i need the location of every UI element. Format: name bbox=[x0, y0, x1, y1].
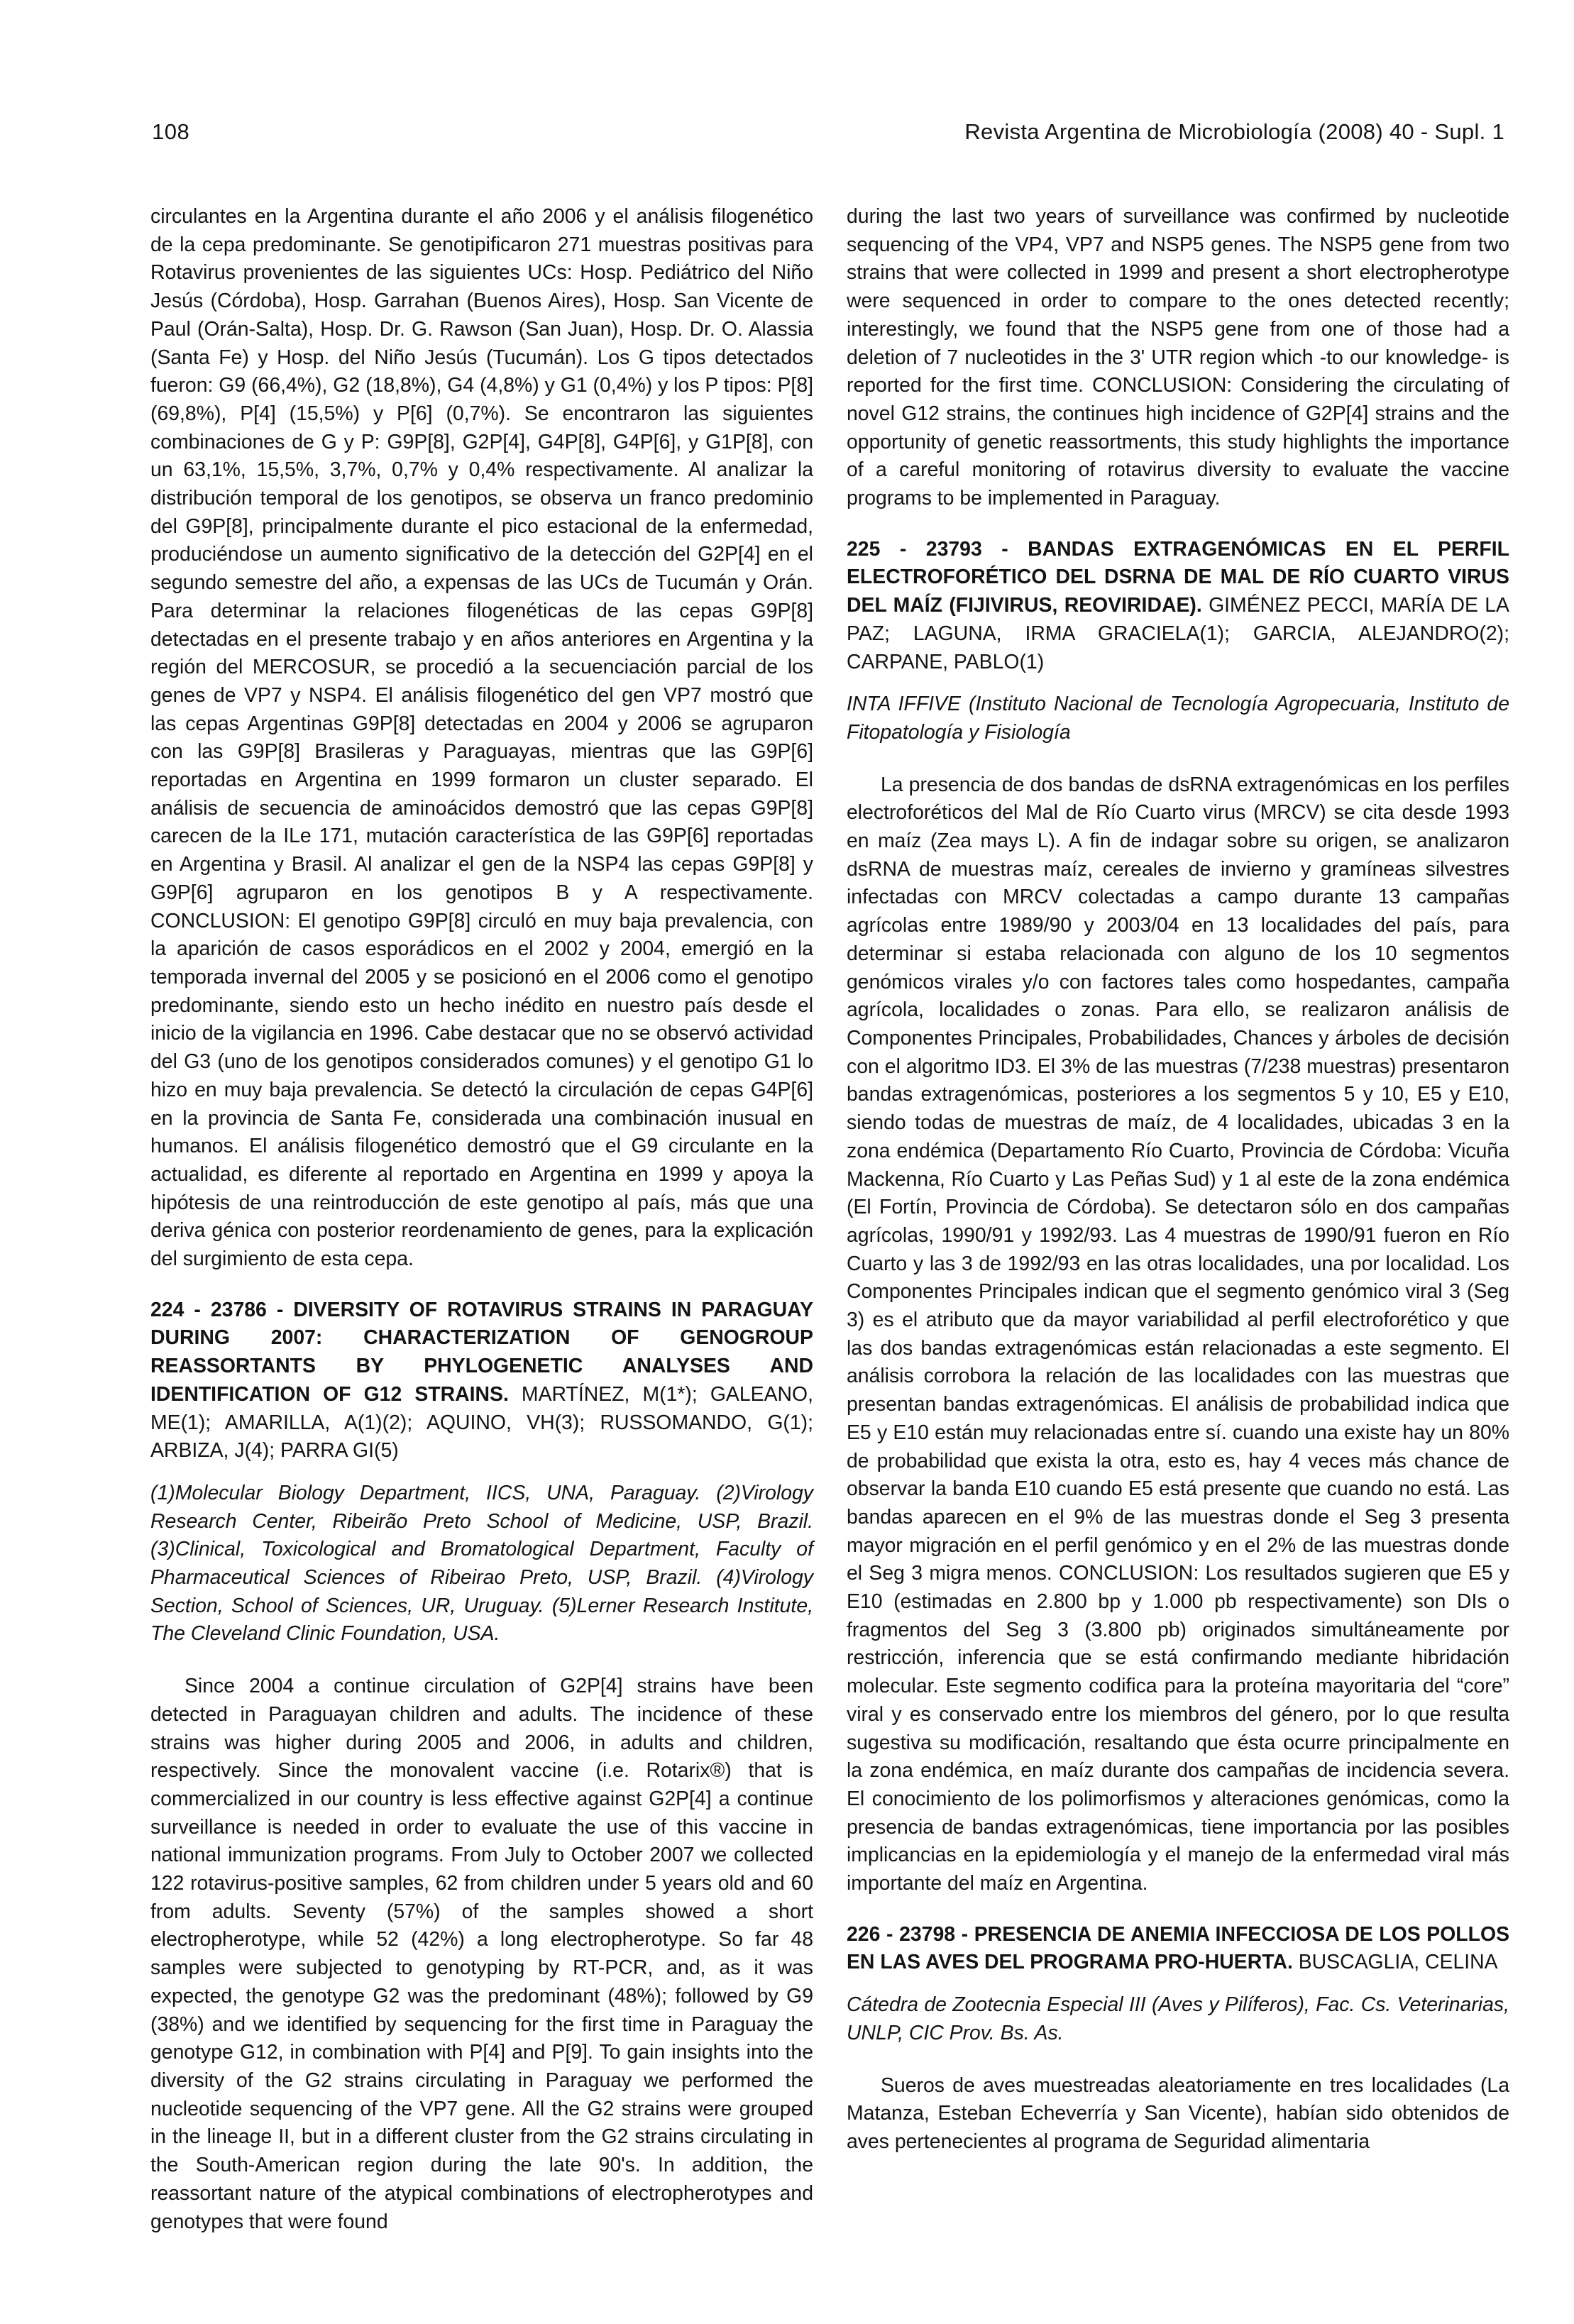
abstract-226-affiliation: Cátedra de Zootecnia Especial III (Aves y Pilíferos), Fac. Cs. Veterinarias, UNLP, CIC Prov. Bs. As. bbox=[847, 1993, 1509, 2044]
abstract-224-body-continued: during the last two years of surveillance was confirmed by nucleotide sequencing of the VP4, VP7 and NSP5 genes. The NSP5 gene from two strains that were collected in 1999 and present a short electropherotype were sequenced in order to compare to the ones detected recently; interestingly, we found that the NSP5 gene from one of those had a deletion of 7 nucleotides in the 3' UTR region which -to our knowledge- is reported for the first time. CONCLUSION: Considering the circulating of novel G12 strains, the continues high incidence of G2P[4] strains and the opportunity of genetic reassortments, this study highlights the importance of a careful monitoring of rotavirus diversity to evaluate the vaccine programs to be implemented in Paraguay. bbox=[847, 205, 1509, 510]
abstract-225-body: La presencia de dos bandas de dsRNA extragenómicas en los perfiles electroforéticos del Mal de Río Cuarto virus (MRCV) se cita desde 1993 en maíz (Zea mays L). A fin de indagar sobre su origen, se analizaron dsRNA de muestras maíz, cereales de invierno y gramíneas silvestres infectadas con MRCV colectadas a campo durante 13 campañas agrícolas entre 1989/90 y 2003/04 en 13 localidades del país, para determinar si estaba relacionada con alguno de los 10 segmentos genómicos virales y/o con factores tales como hospedantes, campaña agrícola, localidades o zonas. Para ello, se realizaron análisis de Componentes Principales, Probabilidades, Chances y árboles de decisión con el algoritmo ID3. El 3% de las muestras (7/238 muestras) presentaron bandas extragenómicas, posteriores a los segmentos 5 y 10, E5 y E10, siendo todas de muestras de maíz, de 4 localidades, ubicadas 3 en la zona endémica (Departamento Río Cuarto, Provincia de Córdoba: Vicuña Mackenna, Río Cuarto y Las Peñas Sud) y 1 al este de la zona endémica (El Fortín, Provincia de Córdoba). Se detectaron sólo en dos campañas agrícolas, 1990/91 y 1992/93. Las 4 muestras de 1990/91 fueron en Río Cuarto y las 3 de 1992/93 en las otras localidades, una por localidad. Los Componentes Principales indican que el segmento genómico viral 3 (Seg 3) es el atributo que da mayor variabilidad al perfil electroforético y que las dos bandas extragenómicas están relacionadas a este segmento. El análisis corrobora la relación de las localidades con las muestras que presentan bandas extragenómicas. El análisis de probabilidad indica que E5 y E10 están muy relacionadas entre sí. cuando una existe hay un 80% de probabilidad que exista la otra, esto es, hay 4 veces más chance de observar la banda E10 cuando E5 está presente que cuando no está. Las bandas aparecen en el 9% de las muestras donde el Seg 3 presenta mayor migración en el perfil genómico y en el 2% de las muestras donde el Seg 3 migra menos. CONCLUSION: Los resultados sugieren que E5 y E10 (estimadas en 2.800 bp y 1.000 pb respectivamente) son DIs o fragmentos del Seg 3 (3.800 pb) originados simultáneamente por restricción, inferencia que se está confirmando mediante hibridación molecular. Este segmento codifica para la proteína mayoritaria del “core” viral y es conservado entre los miembros del género, por lo que resulta sugestiva su modificación, resaltando que ésta ocurre principalmente en la zona endémica, en maíz durante dos campañas de incidencia severa. El conocimiento de los polimorfismos y alteraciones genómicas, como la presencia de bandas extragenómicas, tiene importancia por las posibles implicancias en la epidemiología y el manejo de la enfermedad viral más importante del maíz en Argentina. bbox=[847, 773, 1509, 1895]
abstract-224-title: 224 - 23786 - DIVERSITY OF ROTAVIRUS STRAINS IN PARAGUAY DURING 2007: CHARACTERIZATION OF GENOGROUP REASSORTANTS BY PHYLOGENETIC ANALYSES AND IDENTIFICATION OF G12 STRAINS. bbox=[150, 1298, 813, 1406]
page-number: 108 bbox=[152, 119, 190, 144]
abstract-224-affiliation: (1)Molecular Biology Department, IICS, UNA, Paraguay. (2)Virology Research Center, Ribeirão Preto School of Medicine, USP, Brazil. (3)Clinical, Toxicological and Bromatological Department, Faculty of Pharmaceutical Sciences of Ribeirao Preto, USP, Brazil. (4)Virology Section, School of Sciences, UR, Uruguay. (5)Lerner Research Institute, The Cleveland Clinic Foundation, USA. bbox=[150, 1481, 813, 1646]
abstract-225-heading bbox=[847, 536, 1509, 677]
abstract-226-title: 226 - 23798 - PRESENCIA DE ANEMIA INFECCIOSA DE LOS POLLOS EN LAS AVES DEL PROGRAMA PRO-HUERTA. bbox=[847, 1922, 1509, 1974]
abstract-224-body: Since 2004 a continue circulation of G2P[4] strains have been detected in Paraguayan children and adults. The incidence of these strains was higher during 2005 and 2006, in adults and children, respectively. Since the monovalent vaccine (i.e. Rotarix®) that is commercialized in our country is less effective against G2P[4] a continue surveillance is needed in order to evaluate the use of this vaccine in national immunization programs. From July to October 2007 we collected 122 rotavirus-positive samples, 62 from children under 5 years old and 60 from adults. Seventy (57%) of the samples showed a short electropherotype, while 52 (42%) a long electropherotype. So far 48 samples were subjected to genotyping by RT-PCR, and, as it was expected, the genotype G2 was the predominant (48%); followed by G9 (38%) and we identified by sequencing for the first time in Paraguay the genotype G12, in combination with P[4] and P[9]. To gain insights into the diversity of the G2 strains circulating in Paraguay we performed the nucleotide sequencing of the VP7 gene. All the G2 strains were grouped in the lineage II, but in a different cluster from the G2 strains circulating in the South-American region during the late 90's. In addition, the reassortant nature of the atypical combinations of electropherotypes and genotypes that were found bbox=[150, 1675, 813, 2233]
abstract-226-body: Sueros de aves muestreadas aleatoriamente en tres localidades (La Matanza, Esteban Echeverría y San Vicente), habían sido obtenidos de aves pertenecientes al programa de Seguridad alimentaria bbox=[847, 2074, 1509, 2153]
abstract-225-authors: GIMÉNEZ PECCI, MARÍA DE LA PAZ; LAGUNA, IRMA GRACIELA(1); GARCIA, ALEJANDRO(2); CARPANE, PABLO(1) bbox=[847, 594, 1509, 673]
left-column bbox=[150, 203, 813, 2236]
abstract-224-heading bbox=[150, 1296, 813, 1465]
abstract-225-affiliation: INTA IFFIVE (Instituto Nacional de Tecnología Agropecuaria, Instituto de Fitopatología y Fisiología bbox=[847, 693, 1509, 744]
abstract-226-heading bbox=[847, 1921, 1509, 1977]
abstract-225-title: 225 - 23793 - BANDAS EXTRAGENÓMICAS EN EL PERFIL ELECTROFORÉTICO DEL DSRNA DE MAL DE RÍO CUARTO VIRUS DEL MAÍZ (FIJIVIRUS, REOVIRIDAE). bbox=[847, 537, 1509, 617]
running-header: Revista Argentina de Microbiología (2008) 40 - Supl. 1 bbox=[964, 119, 1504, 144]
abstract-224-authors: MARTÍNEZ, M(1*); GALEANO, ME(1); AMARILLA, A(1)(2); AQUINO, VH(3); RUSSOMANDO, G(1); ARBIZA, J(4); PARRA GI(5) bbox=[150, 1382, 813, 1463]
continued-abstract-text: circulantes en la Argentina durante el año 2006 y el análisis filogenético de la cepa predominante. Se genotipificaron 271 muestras positivas para Rotavirus provenientes de las siguientes UCs: Hosp. Pediátrico del Niño Jesús (Córdoba), Hosp. Garrahan (Buenos Aires), Hosp. San Vicente de Paul (Orán-Salta), Hosp. Dr. G. Rawson (San Juan), Hosp. Dr. O. Alassia (Santa Fe) y Hosp. del Niño Jesús (Tucumán). Los G tipos detectados fueron: G9 (66,4%), G2 (18,8%), G4 (4,8%) y G1 (0,4%) y los P tipos: P[8] (69,8%), P[4] (15,5%) y P[6] (0,7%). Se encontraron las siguientes combinaciones de G y P: G9P[8], G2P[4], G4P[8], G4P[6], y G1P[8], con un 63,1%, 15,5%, 3,7%, 0,7% y 0,4% respectivamente. Al analizar la distribución temporal de los genotipos, se observa un franco predominio del G9P[8], principalmente durante el pico estacional de la enfermedad, produciéndose un aumento significativo de la detección del G2P[4] en el segundo semestre del año, a expensas de las UCs de Tucumán y Orán. Para determinar la relaciones filogenéticas de las cepas G9P[8] detectadas en el presente trabajo y en años anteriores en Argentina y la región del MERCOSUR, se procedió a la secuenciación parcial de los genes de VP7 y NSP4. El análisis filogenético del gen VP7 mostró que las cepas Argentinas G9P[8] detectadas en 2004 y 2006 se agruparon con las G9P[8] Brasileras y Paraguayas, mientras que las G9P[6] reportadas en Argentina en 1999 formaron un cluster separado. El análisis de secuencia de aminoácidos demostró que las cepas G9P[8] carecen de la ILe 171, mutación característica de las G9P[6] reportadas en Argentina y Brasil. Al analizar el gen de la NSP4 las cepas G9P[8] y G9P[6] agruparon en los genotipos B y A respectivamente. CONCLUSION: El genotipo G9P[8] circuló en muy baja prevalencia, con la aparición de casos esporádicos en el 2002 y 2004, emergió en la temporada invernal del 2005 y se posicionó en el 2006 como el genotipo predominante, siendo esto un hecho inédito en nuestro país desde el inicio de la vigilancia en 1996. Cabe destacar que no se observó actividad del G3 (uno de los genotipos considerados comunes) y el genotipo G1 lo hizo en muy baja prevalencia. Se detectó la circulación de cepas G4P[6] en la provincia de Santa Fe, considerada una combinación inusual en humanos. El análisis filogenético demostró que el G9 circulante en la actualidad, es diferente al reportado en Argentina en 1999 y apoya la hipótesis de una reintroducción de este genotipo al país, más que una deriva génica con posterior reordenamiento de genes, para la explicación del surgimiento de esta cepa. bbox=[150, 205, 813, 1271]
abstract-226-authors: BUSCAGLIA, CELINA bbox=[1292, 1951, 1498, 1974]
right-column bbox=[847, 203, 1509, 2157]
